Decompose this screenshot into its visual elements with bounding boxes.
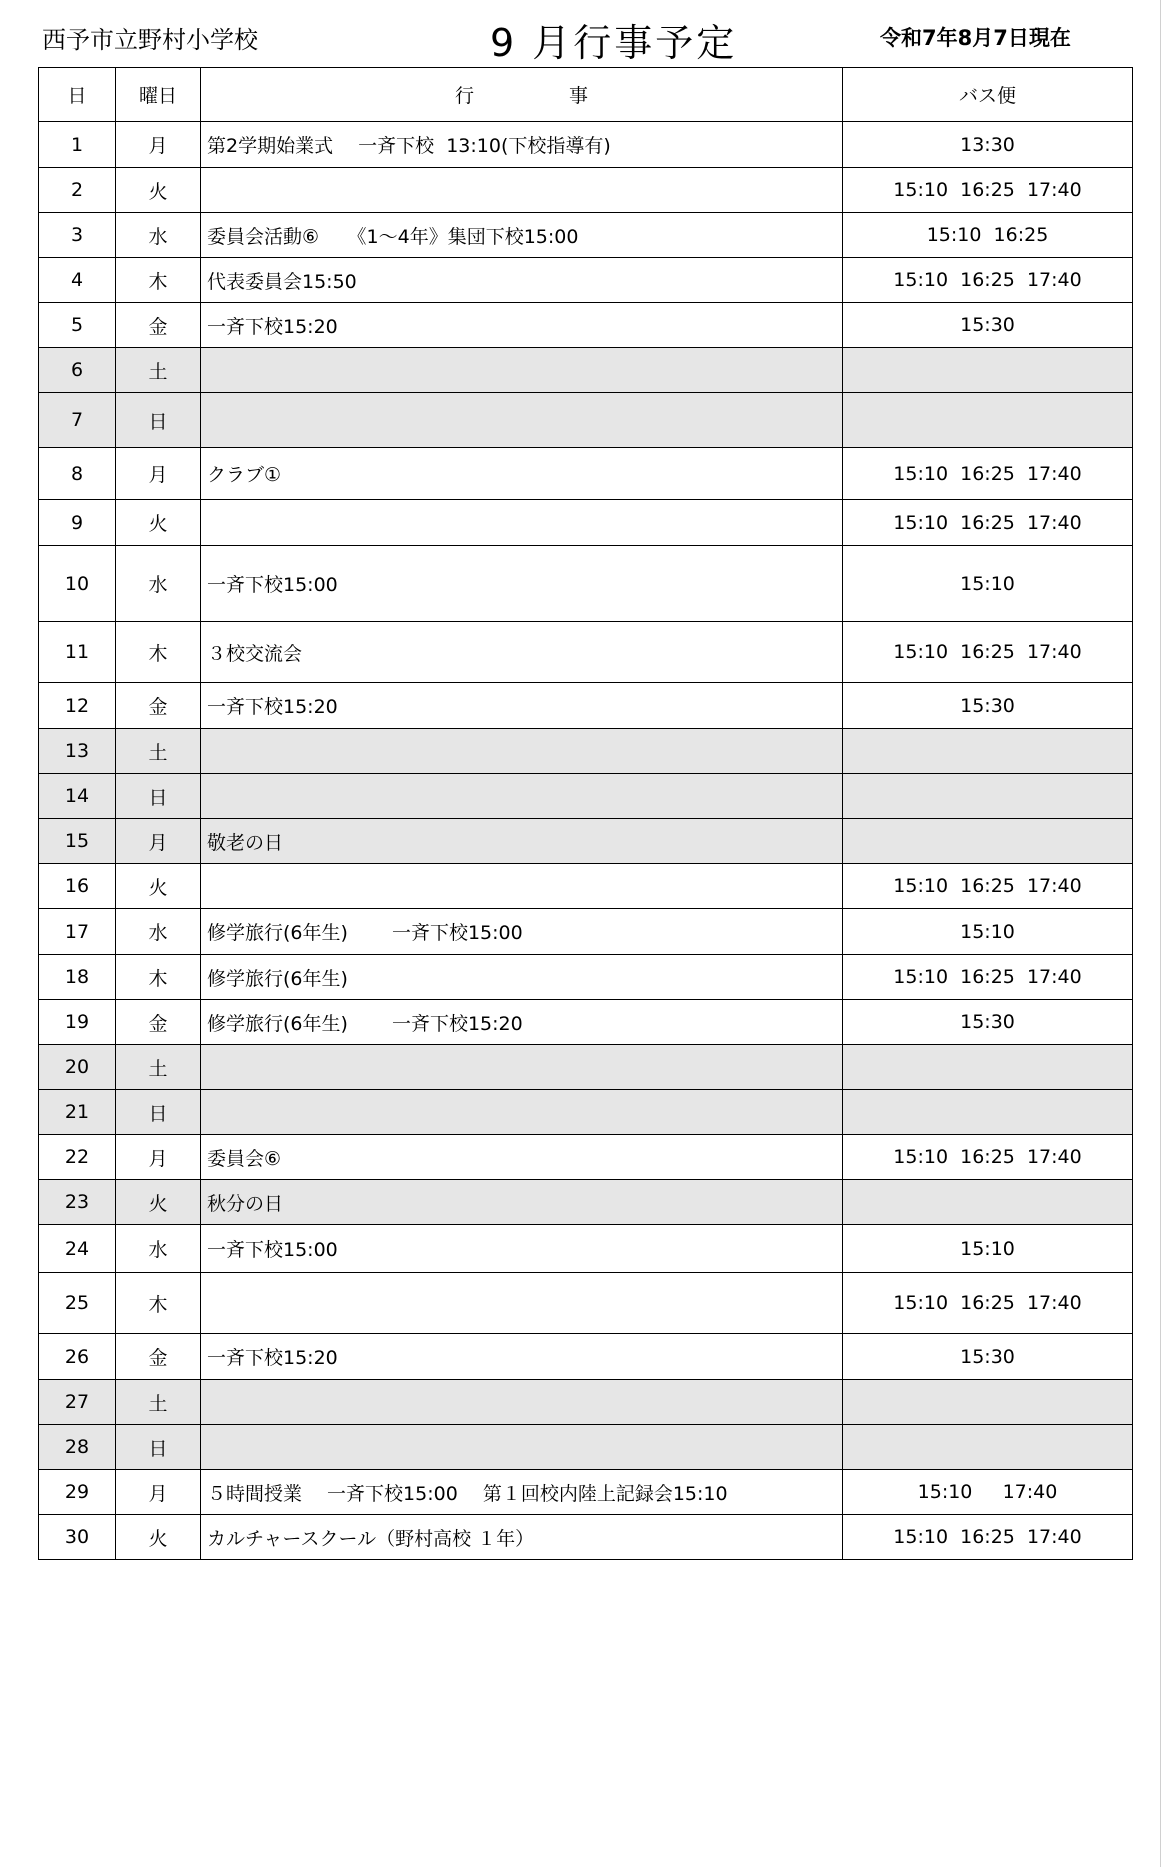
- event-cell: [201, 500, 843, 546]
- table-row: [39, 213, 1133, 258]
- event-cell: ５時間授業 一斉下校15:00 第１回校内陸上記録会15:10: [201, 1470, 843, 1515]
- day-cell: 8: [39, 448, 116, 500]
- weekday-cell: 火: [116, 168, 201, 213]
- weekday-cell: 水: [116, 909, 201, 955]
- bus-cell: [843, 1380, 1133, 1425]
- table-row: [39, 909, 1133, 955]
- day-cell: 2: [39, 168, 116, 213]
- weekday-cell: 水: [116, 1225, 201, 1273]
- bus-cell: 15:10 16:25 17:40: [843, 448, 1133, 500]
- day-cell: 18: [39, 955, 116, 1000]
- col-header-day: 日: [39, 68, 116, 122]
- weekday-cell: 月: [116, 819, 201, 864]
- weekday-cell: 火: [116, 1515, 201, 1560]
- day-cell: 13: [39, 729, 116, 774]
- bus-cell: 15:30: [843, 1334, 1133, 1380]
- day-cell: 10: [39, 546, 116, 622]
- day-cell: 26: [39, 1334, 116, 1380]
- bus-cell: [843, 393, 1133, 448]
- bus-cell: 15:10 16:25 17:40: [843, 955, 1133, 1000]
- table-row: [39, 348, 1133, 393]
- weekday-cell: 月: [116, 1470, 201, 1515]
- bus-cell: [843, 1090, 1133, 1135]
- event-cell: 修学旅行(6年生): [201, 955, 843, 1000]
- table-row: [39, 1000, 1133, 1045]
- event-cell: [201, 729, 843, 774]
- table-row: [39, 819, 1133, 864]
- table-row: [39, 1470, 1133, 1515]
- weekday-cell: 土: [116, 729, 201, 774]
- bus-cell: [843, 729, 1133, 774]
- day-cell: 28: [39, 1425, 116, 1470]
- header-row: [39, 68, 1133, 122]
- event-cell: [201, 1425, 843, 1470]
- event-cell: 委員会活動⑥ 《1～4年》集団下校15:00: [201, 213, 843, 258]
- event-cell: [201, 348, 843, 393]
- bus-cell: 15:30: [843, 303, 1133, 348]
- event-cell: クラブ①: [201, 448, 843, 500]
- table-row: [39, 303, 1133, 348]
- bus-cell: 15:10: [843, 1225, 1133, 1273]
- day-cell: 21: [39, 1090, 116, 1135]
- table-row: [39, 1334, 1133, 1380]
- bus-cell: 15:10 16:25 17:40: [843, 1135, 1133, 1180]
- event-cell: [201, 1090, 843, 1135]
- bus-cell: 15:10 16:25: [843, 213, 1133, 258]
- bus-cell: 15:30: [843, 683, 1133, 729]
- event-cell: 一斉下校15:20: [201, 1334, 843, 1380]
- day-cell: 24: [39, 1225, 116, 1273]
- col-header-bus: バス便: [843, 68, 1133, 122]
- event-cell: 一斉下校15:00: [201, 546, 843, 622]
- event-cell: 修学旅行(6年生) 一斉下校15:20: [201, 1000, 843, 1045]
- table-row: [39, 1135, 1133, 1180]
- day-cell: 7: [39, 393, 116, 448]
- weekday-cell: 月: [116, 448, 201, 500]
- day-cell: 5: [39, 303, 116, 348]
- day-cell: 4: [39, 258, 116, 303]
- bus-cell: 15:10 16:25 17:40: [843, 168, 1133, 213]
- day-cell: 23: [39, 1180, 116, 1225]
- bus-cell: 15:10 16:25 17:40: [843, 500, 1133, 546]
- day-cell: 11: [39, 622, 116, 683]
- bus-cell: [843, 819, 1133, 864]
- event-cell: 代表委員会15:50: [201, 258, 843, 303]
- bus-cell: 15:10: [843, 546, 1133, 622]
- table-row: [39, 1380, 1133, 1425]
- weekday-cell: 日: [116, 1425, 201, 1470]
- day-cell: 6: [39, 348, 116, 393]
- table-row: [39, 500, 1133, 546]
- table-row: [39, 1225, 1133, 1273]
- table-row: [39, 1045, 1133, 1090]
- table-row: [39, 168, 1133, 213]
- bus-cell: 15:10: [843, 909, 1133, 955]
- table-row: [39, 1180, 1133, 1225]
- col-header-event: 行 事: [201, 68, 843, 122]
- table-row: [39, 258, 1133, 303]
- school-name: 西予市立野村小学校: [42, 26, 258, 54]
- event-cell: [201, 1045, 843, 1090]
- event-cell: [201, 774, 843, 819]
- table-row: [39, 546, 1133, 622]
- weekday-cell: 土: [116, 1380, 201, 1425]
- table-row: [39, 1273, 1133, 1334]
- event-cell: [201, 393, 843, 448]
- event-cell: 修学旅行(6年生) 一斉下校15:00: [201, 909, 843, 955]
- weekday-cell: 日: [116, 774, 201, 819]
- bus-cell: 15:10 16:25 17:40: [843, 258, 1133, 303]
- bus-cell: 15:10 16:25 17:40: [843, 622, 1133, 683]
- bus-cell: 15:10 17:40: [843, 1470, 1133, 1515]
- bus-cell: [843, 1180, 1133, 1225]
- weekday-cell: 金: [116, 1334, 201, 1380]
- event-cell: ３校交流会: [201, 622, 843, 683]
- event-cell: [201, 1380, 843, 1425]
- weekday-cell: 金: [116, 303, 201, 348]
- page-header: [0, 0, 1150, 68]
- bus-cell: 15:10 16:25 17:40: [843, 1515, 1133, 1560]
- table-row: [39, 955, 1133, 1000]
- weekday-cell: 木: [116, 955, 201, 1000]
- event-cell: 一斉下校15:00: [201, 1225, 843, 1273]
- day-cell: 19: [39, 1000, 116, 1045]
- event-cell: 一斉下校15:20: [201, 303, 843, 348]
- bus-cell: 15:30: [843, 1000, 1133, 1045]
- table-row: [39, 864, 1133, 909]
- event-cell: [201, 864, 843, 909]
- weekday-cell: 火: [116, 864, 201, 909]
- weekday-cell: 日: [116, 1090, 201, 1135]
- table-row: [39, 393, 1133, 448]
- day-cell: 16: [39, 864, 116, 909]
- weekday-cell: 水: [116, 213, 201, 258]
- bus-cell: [843, 774, 1133, 819]
- table-row: [39, 122, 1133, 168]
- weekday-cell: 木: [116, 622, 201, 683]
- weekday-cell: 土: [116, 1045, 201, 1090]
- weekday-cell: 木: [116, 258, 201, 303]
- weekday-cell: 水: [116, 546, 201, 622]
- bus-cell: [843, 1425, 1133, 1470]
- event-cell: 委員会⑥: [201, 1135, 843, 1180]
- event-cell: 一斉下校15:20: [201, 683, 843, 729]
- day-cell: 30: [39, 1515, 116, 1560]
- table-row: [39, 683, 1133, 729]
- weekday-cell: 月: [116, 122, 201, 168]
- event-cell: カルチャースクール（野村高校 １年）: [201, 1515, 843, 1560]
- weekday-cell: 金: [116, 683, 201, 729]
- weekday-cell: 金: [116, 1000, 201, 1045]
- event-cell: [201, 168, 843, 213]
- day-cell: 15: [39, 819, 116, 864]
- weekday-cell: 火: [116, 500, 201, 546]
- bus-cell: 13:30: [843, 122, 1133, 168]
- weekday-cell: 月: [116, 1135, 201, 1180]
- page-edge: [1160, 0, 1161, 1867]
- day-cell: 20: [39, 1045, 116, 1090]
- table-row: [39, 448, 1133, 500]
- day-cell: 1: [39, 122, 116, 168]
- as-of-date: 令和7年8月7日現在: [880, 26, 1071, 50]
- day-cell: 25: [39, 1273, 116, 1334]
- bus-cell: [843, 348, 1133, 393]
- day-cell: 22: [39, 1135, 116, 1180]
- day-cell: 17: [39, 909, 116, 955]
- table-row: [39, 1425, 1133, 1470]
- day-cell: 29: [39, 1470, 116, 1515]
- day-cell: 3: [39, 213, 116, 258]
- weekday-cell: 土: [116, 348, 201, 393]
- day-cell: 9: [39, 500, 116, 546]
- table-row: [39, 1515, 1133, 1560]
- bus-cell: [843, 1045, 1133, 1090]
- col-header-weekday: 曜日: [116, 68, 201, 122]
- day-cell: 14: [39, 774, 116, 819]
- day-cell: 27: [39, 1380, 116, 1425]
- weekday-cell: 日: [116, 393, 201, 448]
- page-title: 9 月行事予定: [490, 21, 738, 65]
- day-cell: 12: [39, 683, 116, 729]
- bus-cell: 15:10 16:25 17:40: [843, 864, 1133, 909]
- table-row: [39, 622, 1133, 683]
- event-cell: [201, 1273, 843, 1334]
- table-row: [39, 729, 1133, 774]
- bus-cell: 15:10 16:25 17:40: [843, 1273, 1133, 1334]
- schedule-table: [38, 67, 1133, 1560]
- weekday-cell: 木: [116, 1273, 201, 1334]
- table-row: [39, 1090, 1133, 1135]
- event-cell: 第2学期始業式 一斉下校 13:10(下校指導有): [201, 122, 843, 168]
- weekday-cell: 火: [116, 1180, 201, 1225]
- table-row: [39, 774, 1133, 819]
- event-cell: 秋分の日: [201, 1180, 843, 1225]
- event-cell: 敬老の日: [201, 819, 843, 864]
